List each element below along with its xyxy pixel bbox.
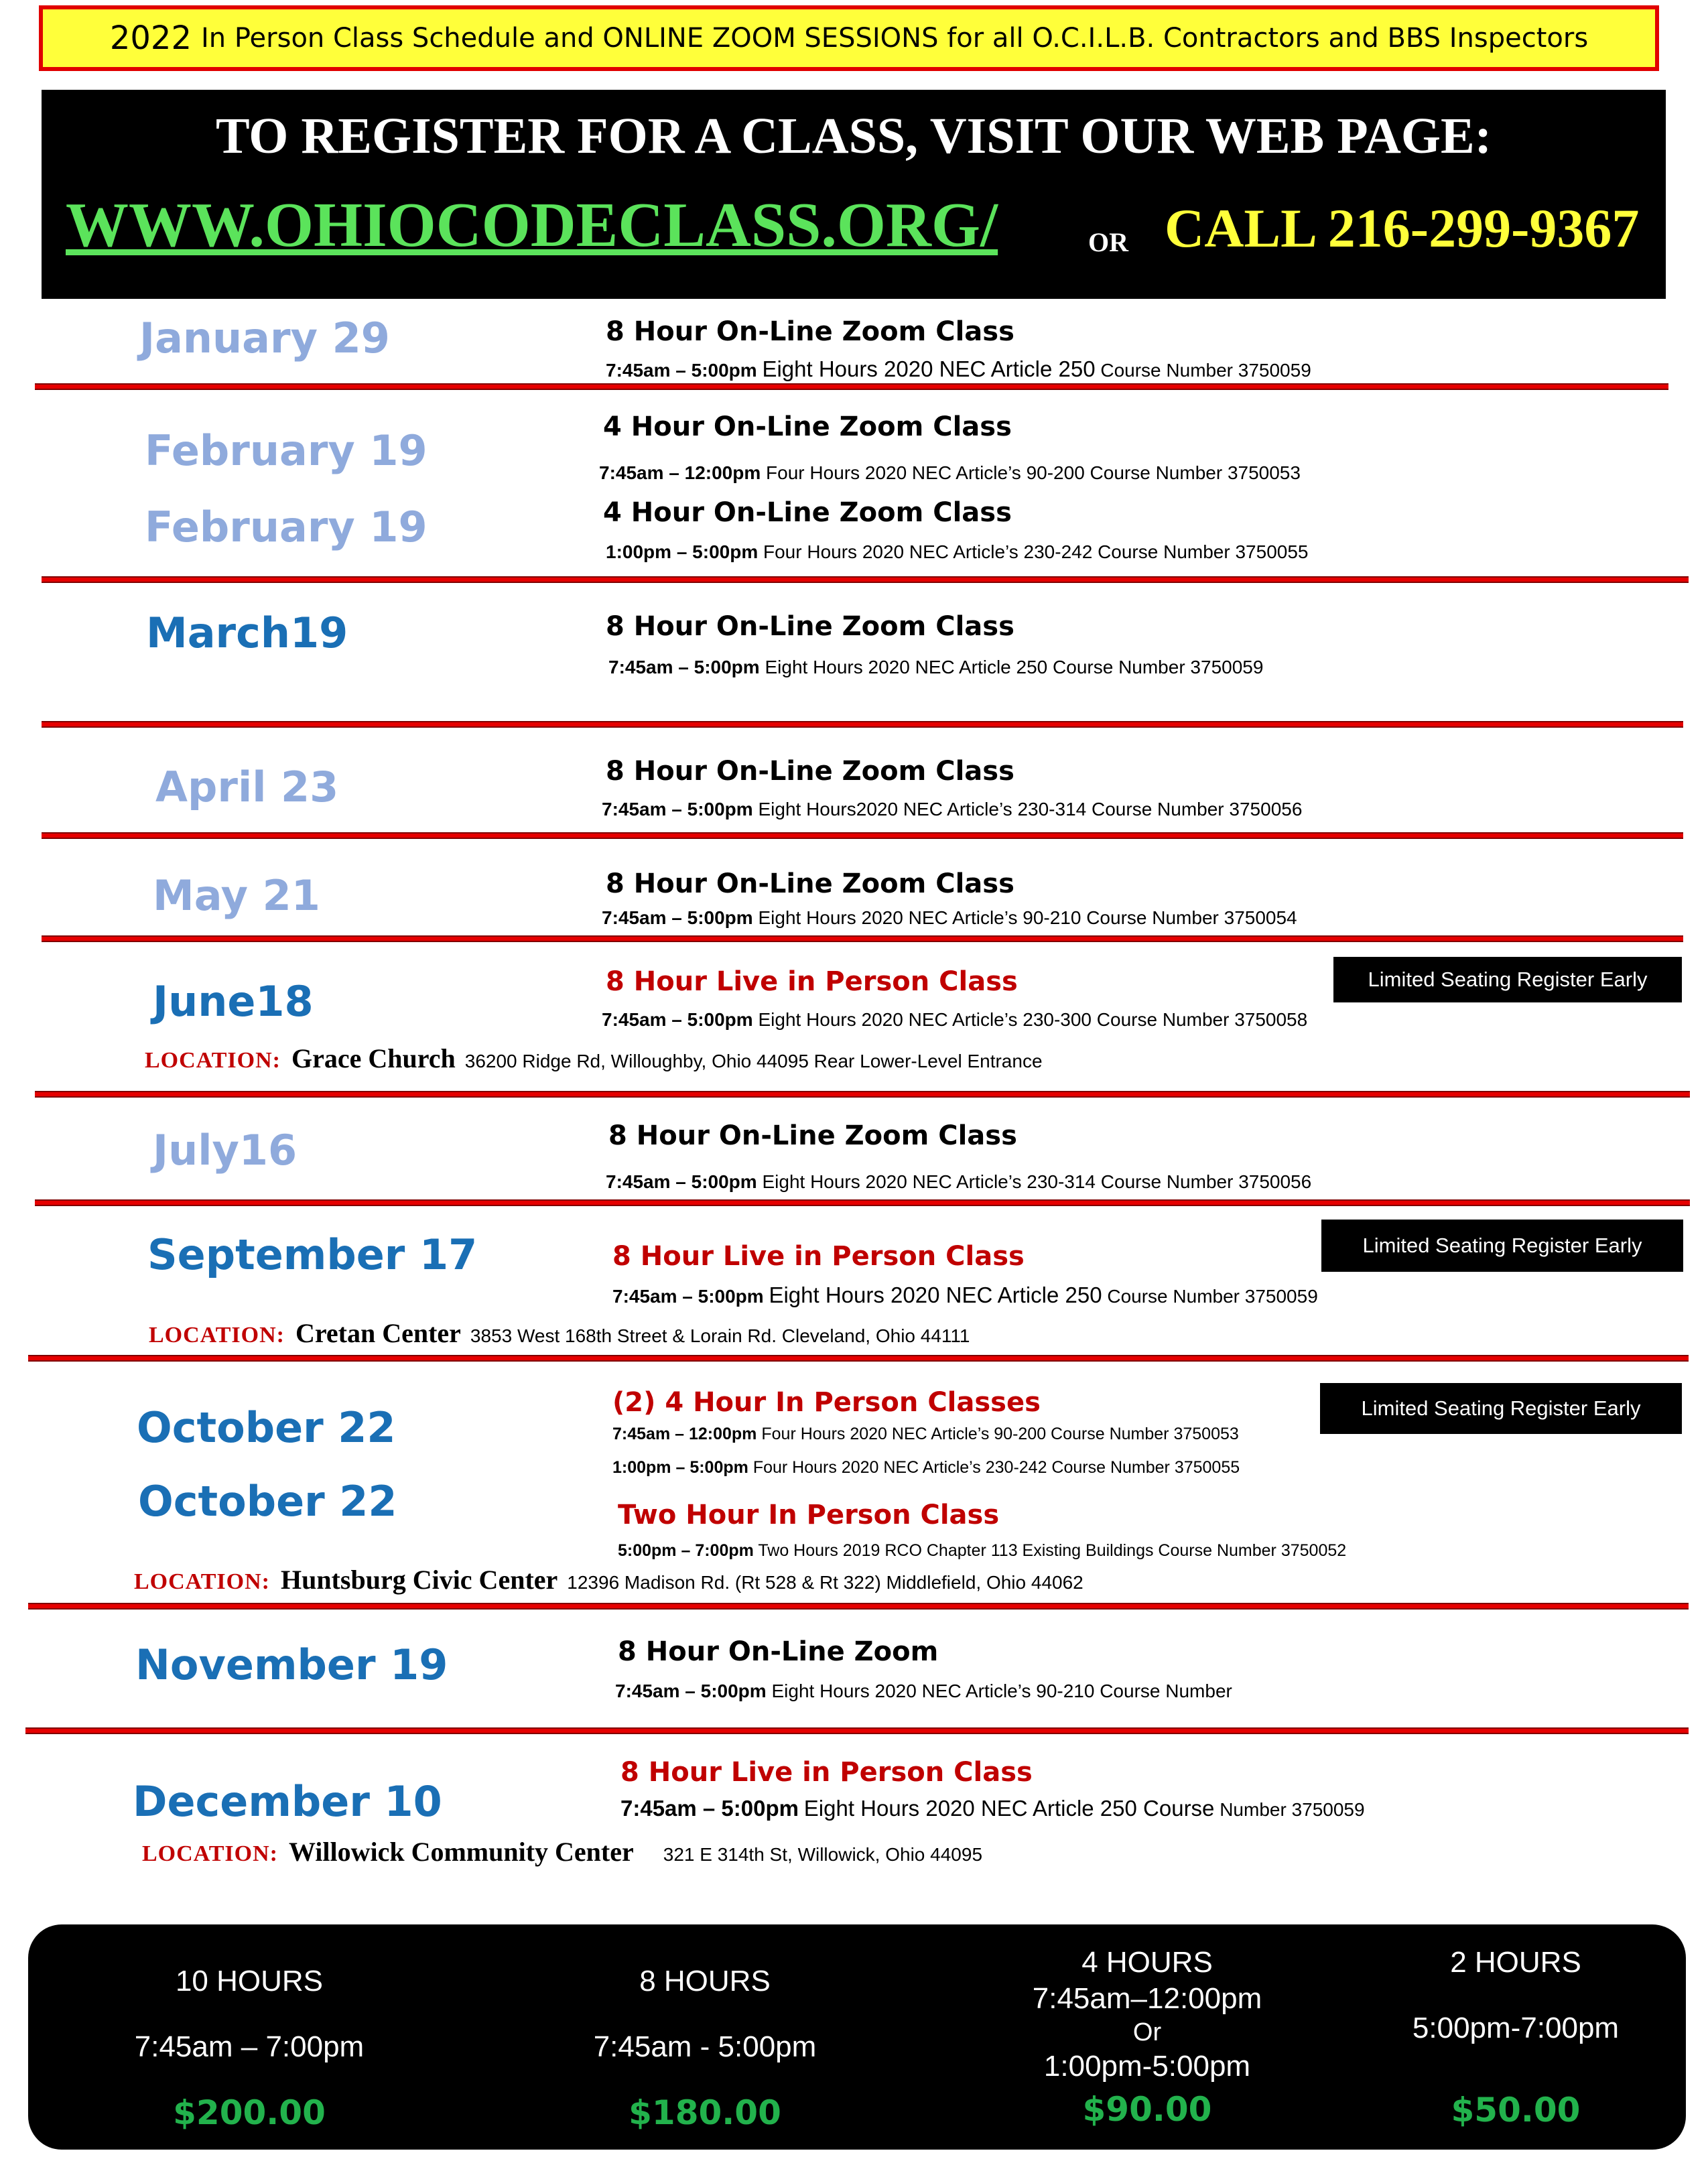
- date-march: March19: [146, 608, 348, 657]
- pricing-hours: 2 HOURS: [1450, 1946, 1581, 1979]
- limited-seating-badge: Limited Seating Register Early: [1321, 1220, 1683, 1272]
- class-title: 8 Hour Live in Person Class: [612, 1241, 1025, 1272]
- divider: [35, 1199, 1690, 1206]
- pricing-time: 7:45am - 5:00pm: [593, 2030, 817, 2063]
- class-title: 8 Hour Live in Person Class: [620, 1757, 1033, 1788]
- class-detail: 7:45am – 12:00pm Four Hours 2020 NEC Article’s 90-200 Course Number 3750053: [612, 1425, 1239, 1443]
- divider: [42, 576, 1689, 583]
- class-detail: 5:00pm – 7:00pm Two Hours 2019 RCO Chapter 113 Existing Buildings Course Number 3750052: [618, 1541, 1347, 1560]
- registration-box: [42, 90, 1666, 299]
- class-detail: 7:45am – 5:00pm Eight Hours 2020 NEC Article’s 90-210 Course Number: [615, 1681, 1232, 1701]
- date-february-1: February 19: [145, 426, 428, 475]
- pricing-box: [28, 1924, 1686, 2150]
- pricing-time: 7:45am – 7:00pm: [134, 2030, 365, 2063]
- date-december: December 10: [133, 1777, 442, 1826]
- pricing-price: $180.00: [629, 2093, 781, 2132]
- class-title: 8 Hour On-Line Zoom: [618, 1636, 939, 1667]
- pricing-price: $200.00: [173, 2093, 326, 2132]
- pricing-2-hours: [1368, 1946, 1663, 2129]
- pricing-hours: 4 HOURS: [1081, 1946, 1213, 1979]
- class-detail: 7:45am – 5:00pm Eight Hours 2020 NEC Article 250 Course Number 3750059: [606, 356, 1311, 381]
- class-title: 8 Hour On-Line Zoom Class: [606, 611, 1014, 642]
- class-title: 8 Hour On-Line Zoom Class: [606, 868, 1014, 899]
- pricing-8-hours: [511, 1965, 899, 2132]
- phone-number[interactable]: CALL 216-299-9367: [1165, 198, 1640, 259]
- class-detail: 7:45am – 5:00pm Eight Hours 2020 NEC Article’s 230-300 Course Number 3750058: [602, 1009, 1308, 1030]
- pricing-hours: 10 HOURS: [175, 1965, 324, 1997]
- location: LOCATION: Grace Church 36200 Ridge Rd, Willoughby, Ohio 44095 Rear Lower-Level Entrance: [145, 1043, 1043, 1073]
- class-title: 8 Hour Live in Person Class: [606, 966, 1018, 997]
- banner-year: 2022: [109, 19, 192, 57]
- date-february-2: February 19: [145, 503, 428, 551]
- class-title: 8 Hour On-Line Zoom Class: [608, 1120, 1017, 1151]
- class-detail: 1:00pm – 5:00pm Four Hours 2020 NEC Article’s 230-242 Course Number 3750055: [606, 541, 1309, 562]
- limited-seating-badge: Limited Seating Register Early: [1333, 957, 1682, 1002]
- class-detail: 1:00pm – 5:00pm Four Hours 2020 NEC Article’s 230-242 Course Number 3750055: [612, 1458, 1240, 1477]
- date-october-2: October 22: [138, 1477, 397, 1526]
- pricing-price: $90.00: [1082, 2090, 1212, 2129]
- class-title: 8 Hour On-Line Zoom Class: [606, 316, 1014, 347]
- divider: [35, 383, 1668, 390]
- class-detail: 7:45am – 5:00pm Eight Hours 2020 NEC Article’s 90-210 Course Number 3750054: [602, 907, 1297, 928]
- divider: [28, 1355, 1689, 1362]
- website-link[interactable]: WWW.OHIOCODECLASS.ORG/: [66, 190, 998, 260]
- location: LOCATION: Huntsburg Civic Center 12396 Madison Rd. (Rt 528 & Rt 322) Middlefield, Ohio 44062: [134, 1565, 1083, 1595]
- limited-seating-badge: Limited Seating Register Early: [1320, 1383, 1682, 1434]
- class-title: 4 Hour On-Line Zoom Class: [603, 497, 1012, 528]
- date-november: November 19: [135, 1640, 448, 1689]
- divider: [35, 1091, 1690, 1098]
- pricing-4-hours: [953, 1946, 1341, 2129]
- class-detail: 7:45am – 5:00pm Eight Hours 2020 NEC Article 250 Course Number 3750059: [612, 1283, 1318, 1307]
- pricing-hours: 8 HOURS: [639, 1965, 771, 1997]
- date-january: January 29: [139, 314, 390, 363]
- date-october-1: October 22: [137, 1403, 396, 1452]
- divider: [42, 721, 1683, 728]
- pricing-or: Or: [1132, 2018, 1162, 2046]
- header-banner: [39, 5, 1659, 71]
- divider: [28, 1603, 1689, 1610]
- date-june: June18: [153, 977, 314, 1026]
- class-title: Two Hour In Person Class: [618, 1500, 1000, 1530]
- pricing-price: $50.00: [1451, 2091, 1581, 2129]
- class-detail: 7:45am – 5:00pm Eight Hours 2020 NEC Article’s 230-314 Course Number 3750056: [606, 1171, 1312, 1192]
- class-title: (2) 4 Hour In Person Classes: [612, 1387, 1041, 1418]
- divider: [42, 832, 1683, 839]
- class-title: 4 Hour On-Line Zoom Class: [603, 411, 1012, 442]
- class-detail: 7:45am – 5:00pm Eight Hours2020 NEC Article’s 230-314 Course Number 3750056: [602, 799, 1303, 820]
- date-september: September 17: [147, 1230, 478, 1279]
- date-april: April 23: [155, 763, 339, 811]
- banner-text: In Person Class Schedule and ONLINE ZOOM SESSIONS for all O.C.I.L.B. Contractors and BBS Inspectors: [200, 23, 1589, 54]
- divider: [42, 935, 1683, 942]
- class-title: 8 Hour On-Line Zoom Class: [606, 756, 1014, 787]
- registration-title: TO REGISTER FOR A CLASS, VISIT OUR WEB PAGE:: [215, 108, 1492, 164]
- location: LOCATION: Cretan Center 3853 West 168th Street & Lorain Rd. Cleveland, Ohio 44111: [149, 1318, 970, 1348]
- location: LOCATION: Willowick Community Center 321 E 314th St, Willowick, Ohio 44095: [142, 1837, 983, 1867]
- date-july: July16: [153, 1126, 298, 1175]
- pricing-time-alt: 1:00pm-5:00pm: [1043, 2050, 1251, 2083]
- pricing-time: 7:45am–12:00pm: [1032, 1982, 1262, 2015]
- class-detail: 7:45am – 5:00pm Eight Hours 2020 NEC Article 250 Course Number 3750059: [608, 657, 1264, 677]
- or-label: OR: [1088, 227, 1128, 257]
- pricing-time: 5:00pm-7:00pm: [1412, 2012, 1620, 2044]
- class-detail: 7:45am – 12:00pm Four Hours 2020 NEC Article’s 90-200 Course Number 3750053: [599, 462, 1301, 483]
- class-detail: 7:45am – 5:00pm Eight Hours 2020 NEC Article 250 Course Number 3750059: [620, 1796, 1365, 1821]
- date-may: May 21: [153, 871, 320, 920]
- pricing-10-hours: [55, 1965, 444, 2132]
- divider: [25, 1727, 1689, 1734]
